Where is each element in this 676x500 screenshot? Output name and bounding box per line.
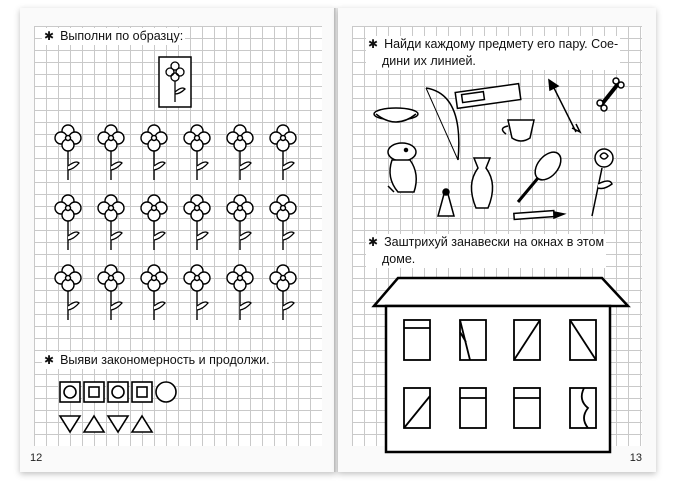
vase-icon (471, 158, 492, 208)
task-text: Заштрихуй занавески на окнах в этом (384, 235, 605, 249)
bone-icon (597, 78, 624, 111)
star-bullet-icon: ✱ (44, 29, 55, 43)
pencil-case-icon (455, 84, 521, 109)
left-page (20, 8, 336, 472)
bow-icon (426, 88, 459, 160)
racket-icon (518, 147, 566, 202)
shuttlecock-icon (438, 189, 454, 216)
task-text: Выяви закономерность и продолжи. (60, 353, 270, 367)
window (404, 320, 430, 360)
star-bullet-icon: ✱ (44, 353, 55, 367)
window (460, 388, 486, 428)
task-text: Выполни по образцу: (60, 29, 184, 43)
arrow-icon (549, 80, 580, 132)
matching-objects (366, 74, 636, 226)
window (570, 388, 596, 428)
star-bullet-icon: ✱ (368, 37, 379, 51)
task-instruction-2 (42, 352, 272, 369)
task-instruction-3 (366, 36, 620, 70)
window (514, 388, 540, 428)
right-page (338, 8, 656, 472)
task-text: Найди каждому предмету его пару. Сое- (384, 37, 619, 51)
task-instruction-1 (42, 28, 185, 45)
cup-icon (502, 120, 534, 141)
task-instruction-4 (366, 234, 606, 268)
dog-icon (388, 143, 416, 192)
pattern-shapes (58, 380, 208, 440)
pencil-icon (514, 211, 564, 220)
star-bullet-icon: ✱ (368, 235, 379, 249)
flower-rows (48, 118, 308, 328)
plate-icon (374, 108, 418, 122)
page-number-left: 12 (30, 452, 43, 464)
sample-flower-icon (158, 56, 192, 108)
task-text-cont: дини их линией. (382, 54, 476, 68)
rose-icon (592, 149, 613, 216)
task-text-cont: доме. (382, 252, 416, 266)
page-number-right: 13 (629, 452, 642, 464)
house-drawing (366, 270, 632, 460)
